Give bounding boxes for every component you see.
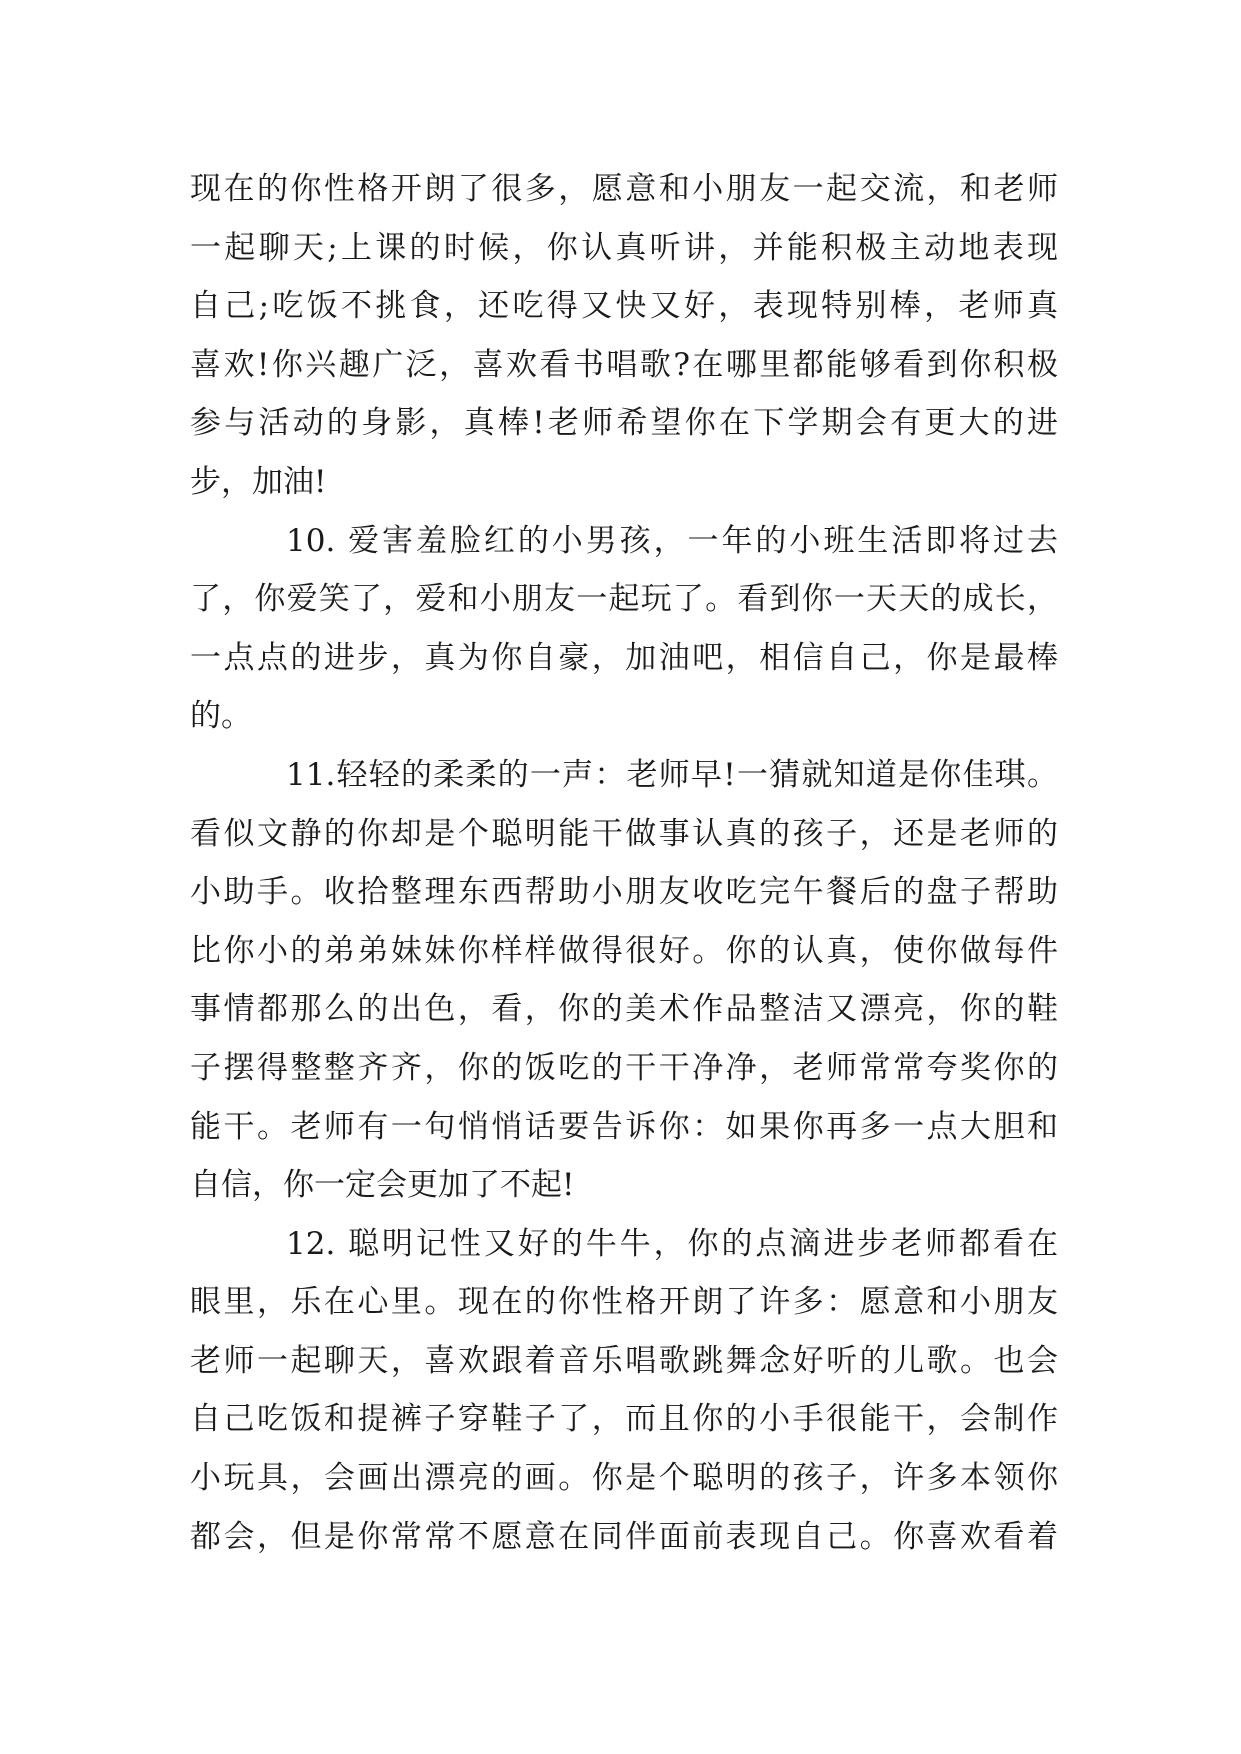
text-line: 的。 <box>190 698 252 735</box>
paragraph-first-line: 10. 爱害羞脸红的小男孩，一年的小班生活即将过去 <box>286 522 1058 559</box>
text-line: 步，加油! <box>190 463 327 500</box>
text-line: 事情都那么的出色，看，你的美术作品整洁又漂亮，你的鞋 <box>190 991 1058 1028</box>
text-line: 子摆得整整齐齐，你的饭吃的干干净净，老师常常夸奖你的 <box>190 1049 1058 1086</box>
text-line: 小玩具，会画出漂亮的画。你是个聪明的孩子，许多本领你 <box>190 1460 1058 1497</box>
text-line: 一起聊天;上课的时候，你认真听讲，并能积极主动地表现 <box>190 229 1058 266</box>
text-line: 小助手。收拾整理东西帮助小朋友收吃完午餐后的盘子帮助 <box>190 874 1058 911</box>
text-line: 参与活动的身影，真棒!老师希望你在下学期会有更大的进 <box>190 405 1058 442</box>
text-line: 都会，但是你常常不愿意在同伴面前表现自己。你喜欢看着 <box>190 1518 1058 1555</box>
text-line: 看似文静的你却是个聪明能干做事认真的孩子，还是老师的 <box>190 815 1058 852</box>
text-line: 老师一起聊天，喜欢跟着音乐唱歌跳舞念好听的儿歌。也会 <box>190 1342 1058 1379</box>
paragraph-first-line: 12. 聪明记性又好的牛牛，你的点滴进步老师都看在 <box>286 1225 1058 1262</box>
text-line: 一点点的进步，真为你自豪，加油吧，相信自己，你是最棒 <box>190 639 1058 676</box>
text-line: 能干。老师有一句悄悄话要告诉你：如果你再多一点大胆和 <box>190 1108 1058 1145</box>
text-line: 自己吃饭和提裤子穿鞋子了，而且你的小手很能干，会制作 <box>190 1401 1058 1438</box>
document-body <box>190 160 1058 1566</box>
text-line: 自信，你一定会更加了不起! <box>190 1167 575 1204</box>
text-line: 自己;吃饭不挑食，还吃得又快又好，表现特别棒，老师真 <box>190 288 1058 325</box>
paragraph-first-line: 11.轻轻的柔柔的一声：老师早!一猜就知道是你佳琪。 <box>286 756 1058 793</box>
text-line: 比你小的弟弟妹妹你样样做得很好。你的认真，使你做每件 <box>190 932 1058 969</box>
text-line: 现在的你性格开朗了很多，愿意和小朋友一起交流，和老师 <box>190 171 1058 207</box>
text-line: 了，你爱笑了，爱和小朋友一起玩了。看到你一天天的成长， <box>190 581 1058 618</box>
text-line: 眼里，乐在心里。现在的你性格开朗了许多：愿意和小朋友 <box>190 1284 1058 1321</box>
text-line: 喜欢!你兴趣广泛，喜欢看书唱歌?在哪里都能够看到你积极 <box>190 346 1058 383</box>
